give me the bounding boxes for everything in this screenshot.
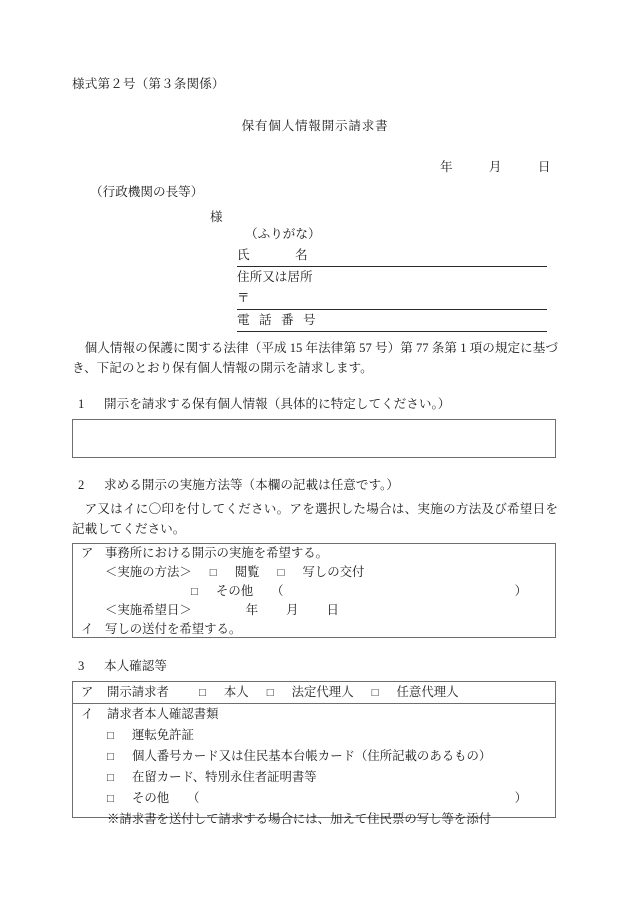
checkbox-legal-representative-icon[interactable]: □ — [266, 687, 274, 699]
checkbox-viewing-label: 閲覧 — [234, 565, 260, 579]
id-other-paren-close: ） — [514, 791, 527, 805]
section-3-number: 3 — [78, 659, 85, 673]
desired-date-year[interactable]: 年 — [245, 603, 259, 617]
option-b-mark: イ — [81, 622, 94, 636]
checkbox-id-other-icon[interactable]: □ — [107, 793, 114, 805]
checkbox-drivers-license-label: 運転免許証 — [131, 728, 194, 742]
checkbox-my-number-card-icon[interactable]: □ — [107, 751, 114, 763]
option-b-label: 写しの送付を希望する。 — [105, 622, 242, 636]
section-2-instruction: ア又はイに〇印を付してください。アを選択した場合は、実施の方法及び希望日を記載してください。 — [72, 502, 558, 537]
id-document-drivers-license-row — [73, 725, 555, 746]
method-other-label: その他 — [215, 584, 254, 598]
id-documents-mark: イ — [81, 707, 94, 721]
applicant-block — [237, 224, 547, 332]
requested-information-input[interactable] — [72, 419, 556, 458]
option-a-row[interactable] — [73, 544, 555, 563]
id-documents-note: ※請求書を送付して請求する場合には、加えて住民票の写し等を添付 — [107, 812, 492, 826]
checkbox-id-other-label: その他 — [131, 791, 170, 805]
tel-label-char-1: 電 — [237, 313, 250, 327]
requester-mark: ア — [81, 685, 94, 699]
date-line — [440, 161, 550, 174]
checkbox-viewing-icon[interactable]: □ — [209, 567, 217, 579]
id-documents-label: 請求者本人確認書類 — [107, 707, 219, 721]
method-other-row — [73, 582, 555, 601]
desired-date-label: ＜実施希望日＞ — [105, 603, 192, 617]
checkbox-voluntary-representative-icon[interactable]: □ — [371, 687, 379, 699]
tel-label-char-4: 号 — [303, 313, 316, 327]
id-documents-heading-row — [73, 704, 555, 725]
section-1-heading — [72, 398, 450, 411]
section-1-heading-text: 開示を請求する保有個人情報（具体的に特定してください。） — [104, 397, 451, 411]
date-day-label: 日 — [537, 160, 551, 174]
furigana-label: （ふりがな） — [245, 227, 321, 241]
checkbox-method-other-icon[interactable]: □ — [191, 586, 198, 598]
section-2-number: 2 — [78, 478, 85, 492]
desired-date-month[interactable]: 月 — [286, 603, 299, 617]
implementation-method-row — [73, 563, 555, 582]
section-1-number: 1 — [78, 397, 85, 411]
option-a-mark: ア — [81, 546, 94, 560]
document-title: 保有個人情報開示請求書 — [241, 119, 389, 133]
desired-date-day[interactable]: 日 — [326, 603, 339, 617]
id-document-my-number-card-row — [73, 746, 555, 767]
checkbox-self-label: 本人 — [223, 685, 249, 699]
name-field-row[interactable] — [237, 245, 547, 267]
requester-label: 開示請求者 — [107, 685, 169, 699]
telephone-field-row[interactable] — [237, 310, 547, 332]
section-2-heading — [72, 479, 399, 492]
address-label: 住所又は居所 — [237, 270, 313, 284]
addressee-honorific: 様 — [210, 210, 223, 224]
date-year-label: 年 — [440, 160, 453, 174]
section-3-heading-text: 本人確認等 — [104, 659, 167, 673]
checkbox-voluntary-representative-label: 任意代理人 — [396, 685, 459, 699]
name-label-first: 氏 — [237, 248, 250, 262]
requester-row — [73, 682, 555, 704]
address-label-row — [237, 267, 547, 288]
form-number: 様式第２号（第３条関係） — [72, 77, 225, 91]
method-other-paren-open: （ — [271, 584, 284, 598]
checkbox-residence-card-label: 在留カード、特別永住者証明書等 — [131, 770, 317, 784]
option-b-row[interactable] — [73, 620, 555, 639]
section-3-box — [72, 681, 556, 826]
checkbox-copy-delivery-icon[interactable]: □ — [277, 567, 285, 579]
checkbox-my-number-card-label: 個人番号カード又は住民基本台帳カード（住所記載のあるもの） — [131, 749, 492, 763]
checkbox-residence-card-icon[interactable]: □ — [107, 772, 114, 784]
legal-basis-paragraph: 個人情報の保護に関する法律（平成 15 年法律第 57 号）第 77 条第 1 項の規定に基づき、下記のとおり保有個人情報の開示を請求します。 — [72, 341, 558, 376]
id-documents-note-row — [73, 809, 555, 830]
date-month-label: 月 — [488, 160, 502, 174]
section-2-box — [72, 543, 556, 638]
method-other-paren-close: ） — [514, 584, 527, 598]
tel-label-char-2: 話 — [259, 313, 272, 327]
tel-label-char-3: 番 — [281, 313, 294, 327]
checkbox-drivers-license-icon[interactable]: □ — [107, 730, 114, 742]
option-a-label: 事務所における開示の実施を希望する。 — [105, 546, 329, 560]
desired-date-row — [73, 601, 555, 620]
implementation-method-label: ＜実施の方法＞ — [105, 565, 192, 579]
postal-field-row[interactable] — [237, 288, 547, 310]
name-label-second: 名 — [295, 248, 308, 262]
checkbox-self-icon[interactable]: □ — [198, 687, 206, 699]
id-document-other-row — [73, 788, 555, 809]
id-document-residence-card-row — [73, 767, 555, 788]
checkbox-copy-delivery-label: 写しの交付 — [302, 565, 365, 579]
section-2-heading-text: 求める開示の実施方法等（本欄の記載は任意です。） — [104, 478, 399, 492]
section-3-heading — [72, 660, 167, 673]
checkbox-legal-representative-label: 法定代理人 — [291, 685, 354, 699]
id-other-paren-open: （ — [187, 791, 200, 805]
addressee-label: （行政機関の長等） — [90, 185, 204, 199]
postal-label: 〒 — [237, 291, 250, 305]
